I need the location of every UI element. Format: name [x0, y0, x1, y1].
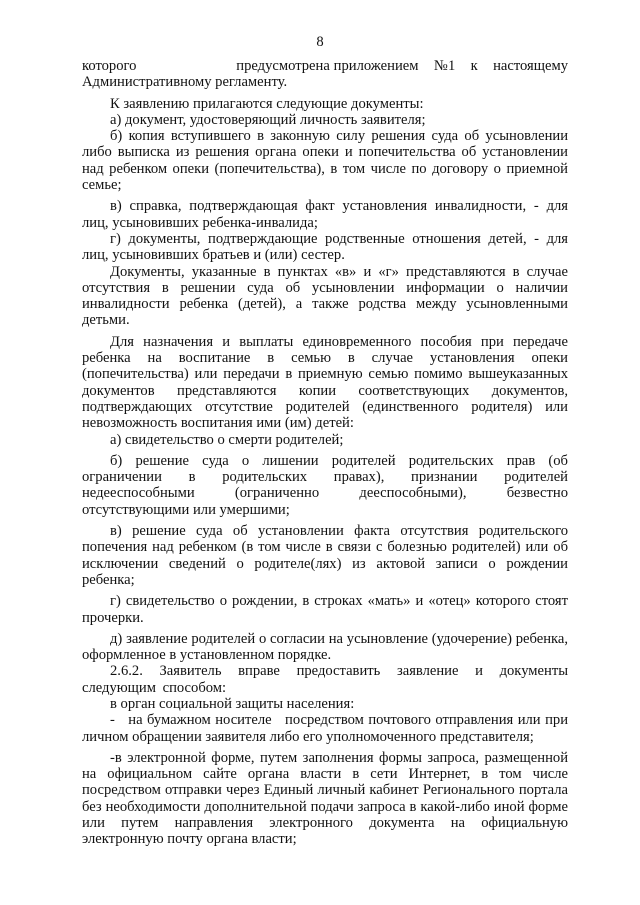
paragraph-documents-condition: Документы, указанные в пунктах «в» и «г» представляются в случае отсутствия в решении суда об усыновлении информации о наличии инвалидности ребенка (детей), а также родства между усыновленными детьми.	[82, 263, 568, 329]
paragraph-social-protection-body: в орган социальной защиты населения:	[110, 695, 355, 712]
paragraph-lump-sum-benefit: Для назначения и выплаты единовременного пособия при передаче ребенка на воспитание в семью в случае установления опеки (попечительства) или передачи в приемную семью помимо вышеуказанных документов представляются копии соответствующих документов, подтверждающих отсутствие родителей (единственного родителя) или невозможность воспитания ими (им) детей:	[82, 333, 568, 432]
list-item-b-deprivation-decision: б) решение суда о лишении родителей родительских прав (об ограничении в родительских правах), признании родителей недееспособными (ограниченно дееспособными), безвестно отсутствующими или умершими;	[82, 452, 568, 518]
page-number: 8	[316, 34, 324, 50]
document-body	[82, 58, 579, 848]
list-item-g-birth-certificate: г) свидетельство о рождении, в строках «мать» и «отец» которого стоят прочерки.	[82, 593, 568, 626]
paragraph-documents-intro: К заявлению прилагаются следующие документы:	[110, 95, 424, 112]
list-item-a-identity-document: а) документ, удостоверяющий личность заявителя;	[110, 111, 426, 128]
paragraph-regulation-reference: которого предусмотрена приложением №1 к настоящему Административному регламенту.	[82, 58, 572, 91]
list-item-electronic-submission: -в электронной форме, путем заполнения формы запроса, размещенной на официальном сайте органа власти в сети Интернет, в том числе посредством отправки через Единый личный кабинет Регионального портала без необходимости дополнительной подачи запроса в какой-либо иной форме или путем направления электронного документа на официальную электронную почту органа власти;	[82, 749, 579, 848]
list-item-a-death-certificate: а) свидетельство о смерти родителей;	[110, 431, 344, 448]
list-item-paper-submission: - на бумажном носителе посредством почтового отправления или при личном обращении заявителя либо его уполномоченного представителя;	[82, 712, 572, 745]
list-item-v-absence-of-care-decision: в) решение суда об установлении факта отсутствия родительского попечения над ребенком (в том числе в связи с болезнью родителей) или об исключении сведений о родителе(лях) из актовой записи о рождении ребенка;	[82, 523, 568, 588]
list-item-g-kinship-documents: г) документы, подтверждающие родственные отношения детей, - для лиц, усыновивших братьев и (или) сестер.	[82, 230, 568, 264]
list-item-d-parents-consent: д) заявление родителей о согласии на усыновление (удочерение) ребенка, оформленное в установленном порядке.	[82, 630, 568, 664]
list-item-v-disability-certificate: в) справка, подтверждающая факт установления инвалидности, - для лиц, усыновивших ребенка-инвалида;	[82, 198, 568, 231]
section-2-6-2-heading: 2.6.2. Заявитель вправе предоставить заявление и документы следующим способом:	[82, 663, 568, 696]
list-item-b-court-decision-copy: б) копия вступившего в законную силу решения суда об усыновлении либо выписка из решения органа опеки и попечительства об установлении над ребенком опеки (попечительства), в том числе по договору о приемной семье;	[82, 128, 568, 194]
